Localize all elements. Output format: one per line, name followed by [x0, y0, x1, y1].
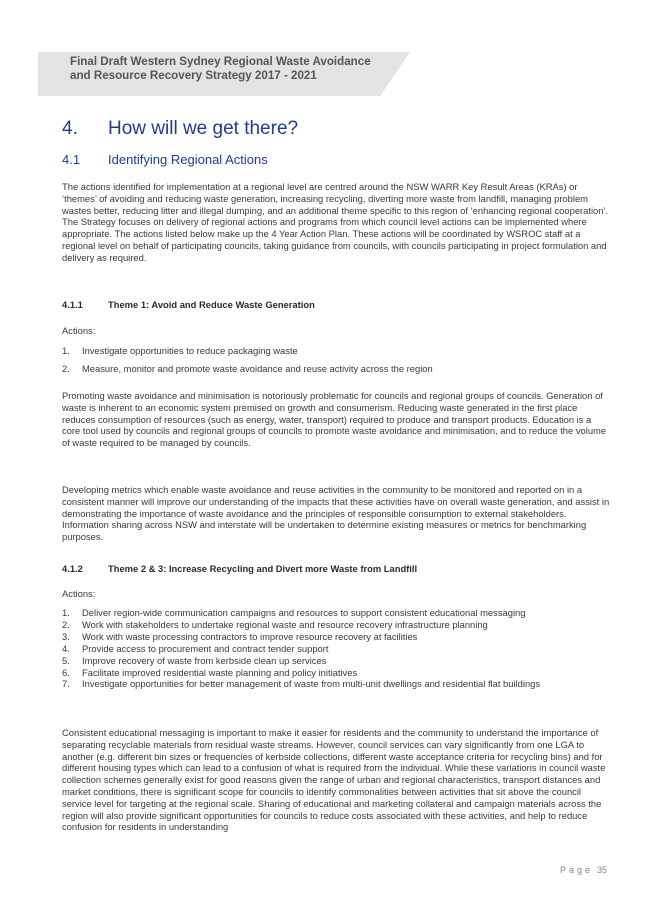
- list-item-number: 1.: [62, 345, 70, 356]
- theme2-heading: [62, 563, 417, 574]
- list-item: [62, 363, 610, 375]
- list-item-text: Work with waste processing contractors to improve resource recovery at facilities: [82, 630, 418, 642]
- list-item-number: 3.: [62, 630, 70, 642]
- theme2-actions-list: [62, 607, 610, 690]
- list-item-number: 2.: [62, 618, 70, 630]
- theme1-heading: [62, 299, 315, 310]
- theme2-number: 4.1.2: [62, 563, 83, 574]
- theme1-actions-list: [62, 345, 610, 375]
- list-item: [62, 643, 610, 655]
- list-item-number: 7.: [62, 678, 70, 690]
- theme1-title: Theme 1: Avoid and Reduce Waste Generation: [108, 299, 315, 310]
- list-item: [62, 655, 610, 667]
- list-item: [62, 619, 610, 631]
- list-item-text: Work with stakeholders to undertake regional waste and resource recovery infrastructure planning: [82, 618, 488, 630]
- page-label: Page: [559, 865, 593, 875]
- theme1-number: 4.1.1: [62, 299, 83, 310]
- list-item-text: Improve recovery of waste from kerbside clean up services: [82, 654, 327, 666]
- list-item-number: 1.: [62, 607, 70, 618]
- page-number: 35: [596, 865, 607, 875]
- list-item: [62, 345, 610, 357]
- subsection-heading: [62, 152, 268, 167]
- section-number: 4.: [62, 118, 78, 139]
- page-footer: [560, 865, 607, 875]
- theme1-actions-label: Actions:: [62, 325, 96, 336]
- list-item-text: Deliver region-wide communication campaigns and resources to support consistent educational messaging: [82, 607, 526, 618]
- list-item-text: Facilitate improved residential waste planning and policy initiatives: [82, 666, 358, 678]
- list-item-text: Provide access to procurement and contract tender support: [82, 642, 329, 654]
- theme2-paragraph: Consistent educational messaging is important to make it easier for residents and the community to understand the importance of separating recyclable materials from residual waste streams. However, council services can vary significantly from one LGA to another (e.g. different bin sizes or frequencies of kerbside collections, different waste acceptance criteria for recycling bins) and for different housing types which can lead to a confusion of what is required from the individual. While these variations in council waste collection schemes generally exist for good reasons given the range of urban and regional characteristics, transport distances and market conditions, there is significant scope for councils to identify commonalities between activities that sit above the council service level for targeting at the regional scale. Sharing of educational and marketing collateral and campaign materials across the region will also provide significant opportunities for councils to reduce costs associated with these activities, and help to reduce confusion for residents in understanding: [62, 727, 606, 833]
- intro-paragraph: The actions identified for implementation at a regional level are centred around the NSW WARR Key Result Areas (KRAs) or ‘themes’ of avoiding and reducing waste generation, increasing recycling, diverting more waste from landfill, managing problem wastes better, reducing litter and illegal dumping, and an additional theme specific to this region of ‘enhancing regional cooperation’. The Strategy focuses on delivery of regional actions and programs from which council level actions can be implemented where appropriate. The actions listed below make up the 4 Year Action Plan. These actions will be coordinated by WSROC staff at a regional level on behalf of participating councils, taking guidance from councils, with councils participating in project formulation and delivery as required.: [62, 181, 609, 263]
- document-title-line2: and Resource Recovery Strategy 2017 - 2021: [70, 69, 317, 82]
- list-item-number: 6.: [62, 666, 70, 678]
- document-title-line1: Final Draft Western Sydney Regional Waste Avoidance: [70, 55, 371, 68]
- section-title: How will we get there?: [108, 118, 299, 139]
- subsection-title: Identifying Regional Actions: [108, 152, 268, 167]
- list-item-text: Investigate opportunities for better management of waste from multi-unit dwellings and residential flat buildings: [82, 678, 541, 690]
- theme1-paragraph-1: Promoting waste avoidance and minimisation is notoriously problematic for councils and regional groups of councils. Generation of waste is inherent to an economic system premised on growth and consumerism. Reducing waste generated in the first place reduces consumption of resources (such as energy, water, transport) required to produce and transport products. Education is a core tool used by councils and regional groups of councils to promote waste avoidance and minimisation, and to reduce the volume of waste required to be managed by councils.: [62, 390, 607, 449]
- list-item-text: Investigate opportunities to reduce packaging waste: [82, 345, 298, 356]
- subsection-number: 4.1: [62, 152, 81, 167]
- document-title: [70, 55, 400, 83]
- list-item-text: Measure, monitor and promote waste avoidance and reuse activity across the region: [82, 362, 433, 374]
- list-item-number: 2.: [62, 362, 70, 374]
- theme2-actions-label: Actions:: [62, 588, 96, 599]
- list-item: [62, 631, 610, 643]
- list-item: [62, 667, 610, 679]
- list-item: [62, 607, 610, 619]
- section-heading: [62, 118, 298, 140]
- theme2-title: Theme 2 & 3: Increase Recycling and Divert more Waste from Landfill: [108, 563, 418, 574]
- list-item-number: 4.: [62, 642, 70, 654]
- list-item-number: 5.: [62, 654, 70, 666]
- list-item: [62, 678, 610, 690]
- theme1-paragraph-2: Developing metrics which enable waste avoidance and reuse activities in the community to be monitored and reported on in a consistent manner will improve our understanding of the impacts that these activities have on overall waste generation, and assist in demonstrating the importance of waste avoidance and the principles of responsible consumption to external stakeholders. Information sharing across NSW and interstate will be undertaken to determine existing measures or metrics for benchmarking purposes.: [62, 484, 610, 543]
